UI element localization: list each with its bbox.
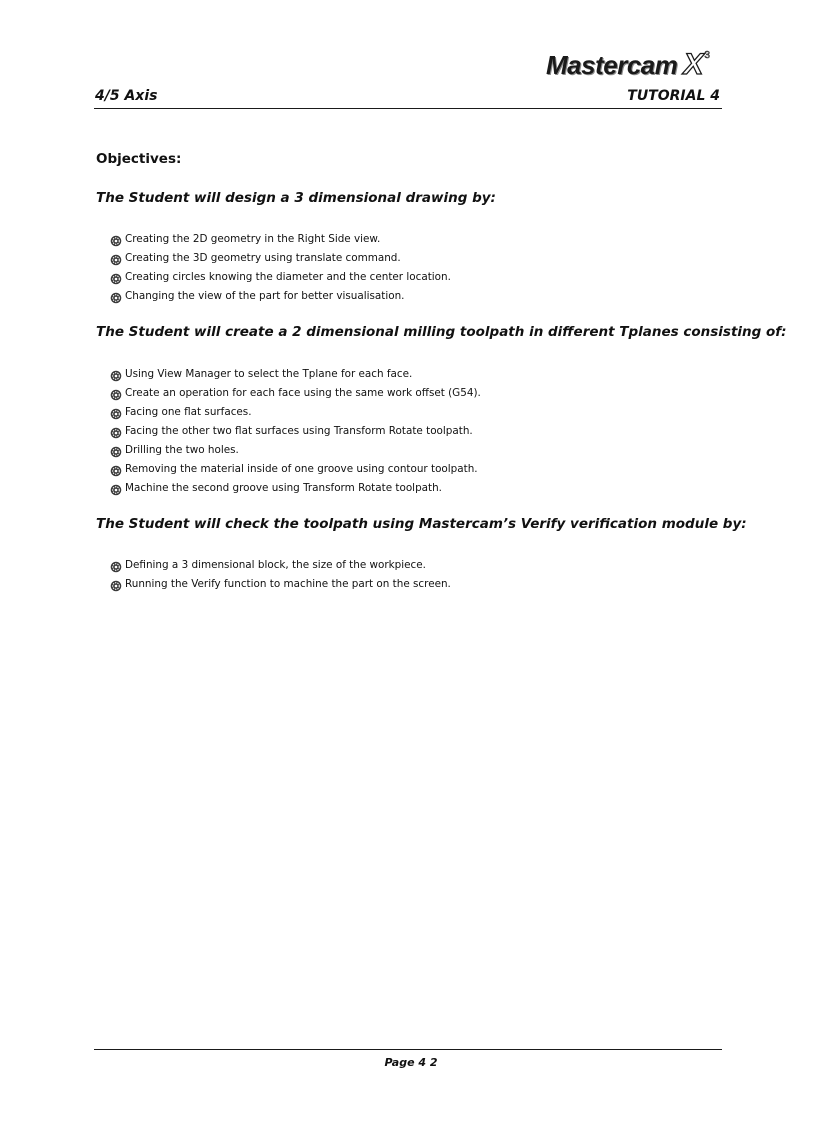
list-item: [110, 421, 481, 440]
gear-bullet-icon: [110, 580, 122, 592]
list-item-text: Creating the 3D geometry using translate command.: [125, 251, 401, 264]
list-item-text: Defining a 3 dimensional block, the size of the workpiece.: [125, 558, 426, 571]
toolpath-objectives-list: [110, 364, 481, 497]
page-number: Page 4 2: [384, 1056, 438, 1069]
list-item-text: Changing the view of the part for better visualisation.: [125, 289, 405, 302]
gear-bullet-icon: [110, 273, 122, 285]
gear-bullet-icon: [110, 254, 122, 266]
section-heading-toolpath: The Student will create a 2 dimensional milling toolpath in different Tplanes consisting of:: [96, 324, 787, 340]
section-heading-verify: The Student will check the toolpath using Mastercam’s Verify verification module by:: [96, 516, 747, 532]
section-heading-design: The Student will design a 3 dimensional drawing by:: [96, 190, 496, 206]
gear-bullet-icon: [110, 370, 122, 382]
gear-bullet-icon: [110, 427, 122, 439]
gear-bullet-icon: [110, 389, 122, 401]
list-item: [110, 248, 451, 267]
logo-x-mark: X: [683, 48, 704, 81]
logo-version-superscript: 3: [704, 50, 710, 61]
verify-objectives-list: [110, 555, 451, 593]
list-item-text: Machine the second groove using Transform Rotate toolpath.: [125, 481, 442, 494]
list-item: [110, 459, 481, 478]
list-item-text: Facing one flat surfaces.: [125, 405, 252, 418]
list-item: [110, 440, 481, 459]
list-item-text: Using View Manager to select the Tplane for each face.: [125, 367, 413, 380]
list-item-text: Running the Verify function to machine the part on the screen.: [125, 577, 451, 590]
gear-bullet-icon: [110, 292, 122, 304]
list-item-text: Create an operation for each face using the same work offset (G54).: [125, 386, 481, 399]
gear-bullet-icon: [110, 235, 122, 247]
design-objectives-list: [110, 229, 451, 305]
list-item: [110, 267, 451, 286]
header-divider: [94, 108, 722, 109]
list-item-text: Creating the 2D geometry in the Right Side view.: [125, 232, 381, 245]
list-item: [110, 478, 481, 497]
list-item-text: Creating circles knowing the diameter and the center location.: [125, 270, 451, 283]
gear-bullet-icon: [110, 484, 122, 496]
list-item: [110, 574, 451, 593]
logo-wordmark: Mastercam: [546, 50, 678, 80]
list-item: [110, 383, 481, 402]
header-course-title: 4/5 Axis: [95, 88, 158, 104]
gear-bullet-icon: [110, 446, 122, 458]
list-item-text: Drilling the two holes.: [125, 443, 239, 456]
list-item-text: Removing the material inside of one groove using contour toolpath.: [125, 462, 478, 475]
list-item: [110, 555, 451, 574]
objectives-heading: Objectives:: [96, 151, 182, 167]
header-tutorial-number: TUTORIAL 4: [627, 88, 720, 104]
list-item: [110, 364, 481, 383]
gear-bullet-icon: [110, 408, 122, 420]
mastercam-logo: [546, 50, 710, 84]
gear-bullet-icon: [110, 561, 122, 573]
gear-bullet-icon: [110, 465, 122, 477]
list-item: [110, 286, 451, 305]
list-item-text: Facing the other two flat surfaces using Transform Rotate toolpath.: [125, 424, 473, 437]
list-item: [110, 229, 451, 248]
list-item: [110, 402, 481, 421]
footer-divider: [94, 1049, 722, 1050]
